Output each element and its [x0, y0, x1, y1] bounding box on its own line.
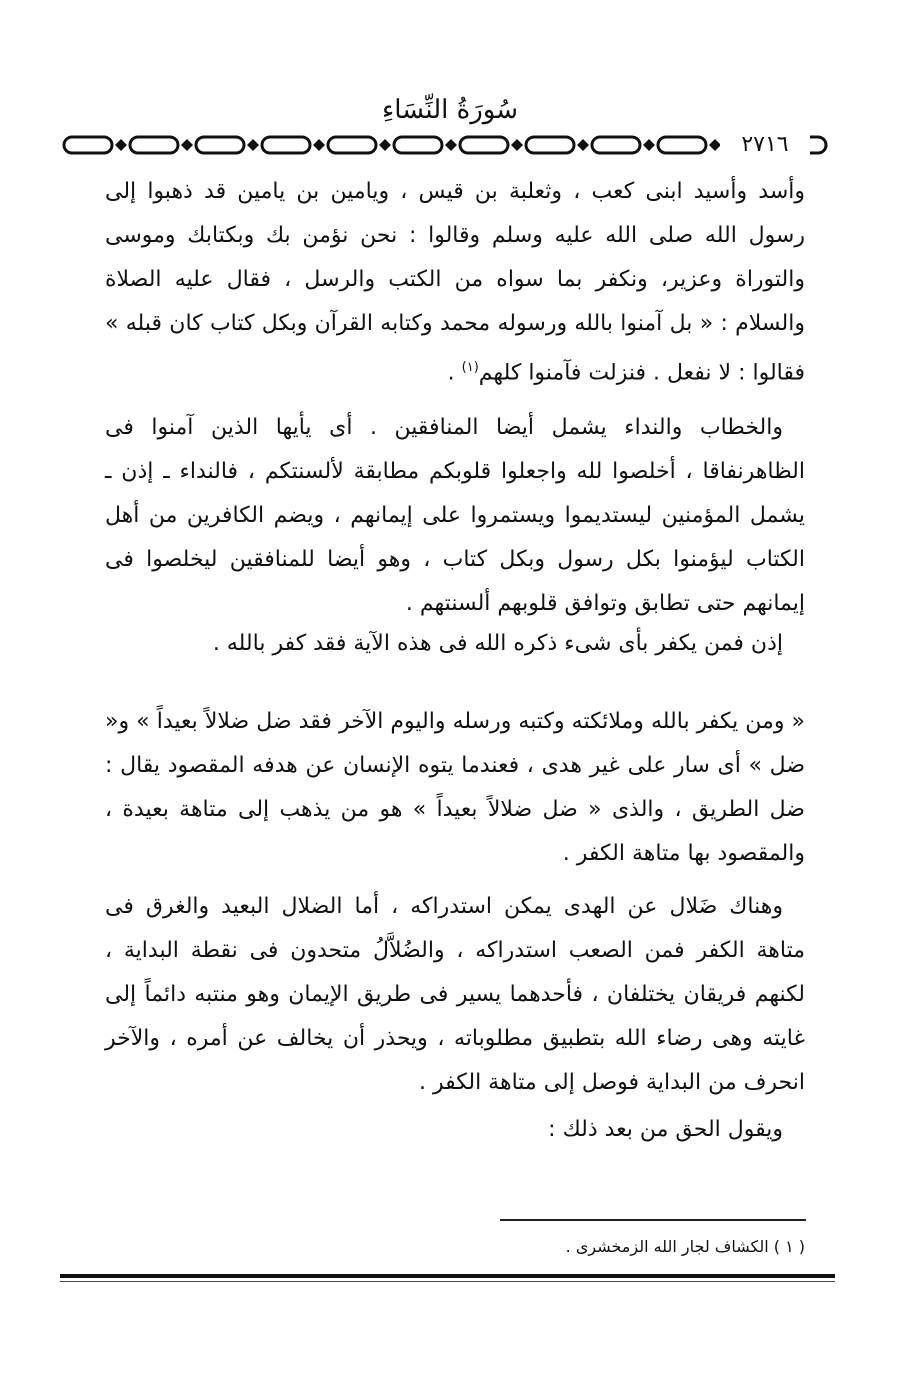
surah-title: سُورَةُ النِّسَاءِ	[382, 95, 518, 125]
paragraph-1	[105, 170, 805, 395]
ornament-border	[60, 130, 830, 160]
footnote-ref: (١)	[461, 360, 479, 375]
bottom-rule	[60, 1274, 835, 1278]
paragraph-4: « ومن يكفر بالله وملائكته وكتبه ورسله واليوم الآخر فقد ضل ضلالاً بعيداً » و« ضل » أى سار على غير هدى ، فعندما يتوه الإنسان عن هدفه المقصود يقال : ضل الطريق ، والذى « ضل ضلالاً بعيداً » هو من يذهب إلى متاهة بعيدة ، والمقصود بها متاهة الكفر .	[105, 709, 805, 866]
paragraph-3: إذن فمن يكفر بأى شىء ذكره الله فى هذه الآية فقد كفر بالله .	[212, 631, 783, 656]
footnote-divider	[500, 1219, 806, 1221]
paragraph-1-text: وأسد وأسيد ابنى كعب ، وثعلبة بن قيس ، ويامين بن يامين قد ذهبوا إلى رسول الله صلى الله عليه وسلم وقالوا : نحن نؤمن بك وبكتابك وموسى والتوراة وعزير، ونكفر بما سواه من الكتب والرسل ، فقال عليه الصلاة والسلام : « بل آمنوا بالله ورسوله محمد وكتابه القرآن وبكل كتاب كان قبله » فقالوا : لا نفعل . فنزلت فآمنوا كلهم	[105, 179, 805, 386]
paragraph-1-end: .	[447, 360, 462, 386]
paragraph-5: وهناك ضَلال عن الهدى يمكن استدراكه ، أما الضلال البعيد والغرق فى متاهة الكفر فمن الصعب استدراكه ، والضُلاَّلُ متحدون فى نقطة البداية ، لكنهم فريقان يختلفان ، فأحدهما يسير فى طريق الإيمان وهو منتبه دائماً إلى غايته وهى رضاء الله بتطبيق مطلوباته ، ويحذر أن يخالف عن أمره ، والآخر انحرف من البداية فوصل إلى متاهة الكفر .	[105, 894, 805, 1095]
paragraph-6: ويقول الحق من بعد ذلك :	[548, 1117, 783, 1142]
footnote: ( ١ ) الكشاف لجار الله الزمخشرى .	[565, 1237, 805, 1256]
paragraph-2: والخطاب والنداء يشمل أيضا المنافقين . أى يأيها الذين آمنوا فى الظاهرنفاقا ، أخلصوا لله واجعلوا قلوبكم مطابقة لألسنتكم ، فالنداء ـ إذن ـ يشمل المؤمنين ليستديموا ويستمروا على إيمانهم ، ويضم الكافرين من أهل الكتاب ليؤمنوا بكل رسول وبكل كتاب ، وهو أيضا للمنافقين ليخلصوا فى إيمانهم حتى تطابق وتوافق قلوبهم ألسنتهم .	[105, 415, 805, 616]
bottom-rule-thin	[60, 1281, 835, 1282]
page-number: ٢٧١٦	[720, 130, 810, 160]
